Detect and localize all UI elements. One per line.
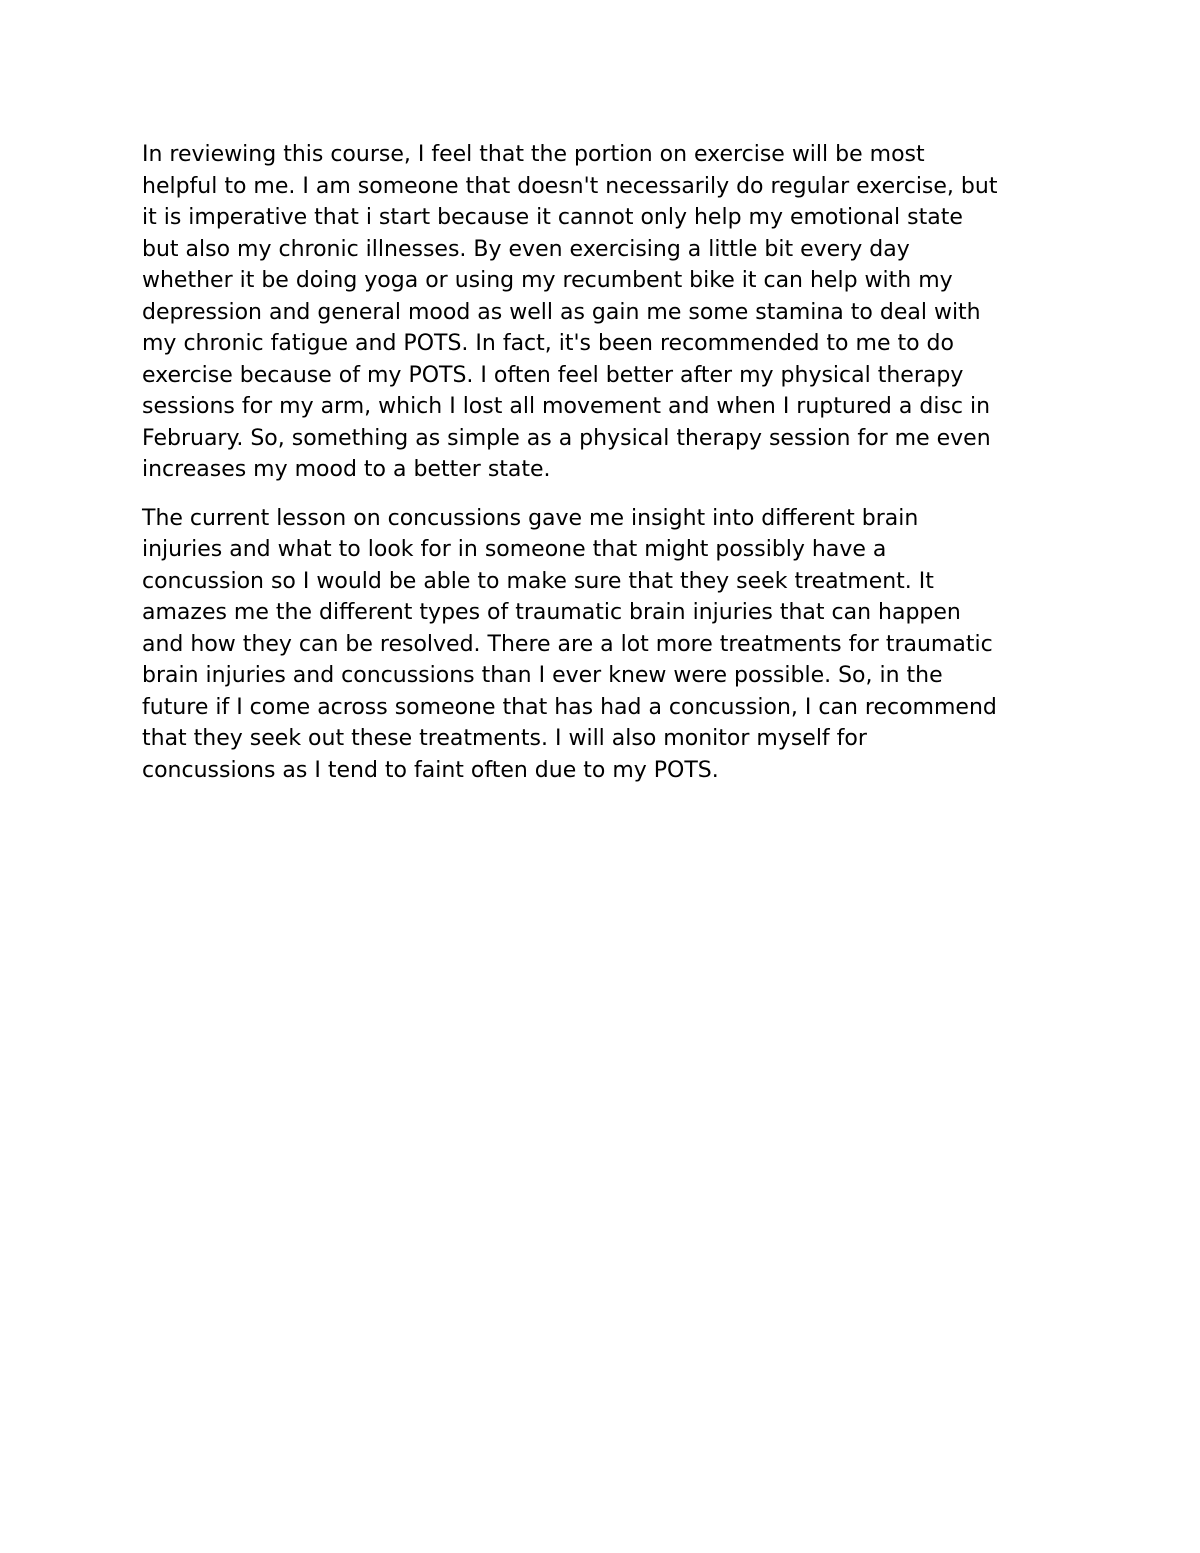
text-line: injuries and what to look for in someone that might possibly have a [142, 537, 887, 562]
text-line: sessions for my arm, which I lost all movement and when I ruptured a disc in [142, 394, 991, 419]
text-line: and how they can be resolved. There are a lot more treatments for traumatic [142, 631, 993, 657]
text-line: that they seek out these treatments. I will also monitor myself for [142, 726, 867, 751]
text-line: concussion so I would be able to make sure that they seek treatment. It [142, 568, 934, 594]
text-line: concussions as I tend to faint often due to my POTS. [142, 757, 719, 783]
text-line: but also my chronic illnesses. By even exercising a little bit every day [142, 236, 910, 262]
text-line: my chronic fatigue and POTS. In fact, it's been recommended to me to do [142, 331, 954, 356]
paragraph-concussions [142, 503, 1082, 787]
text-line: increases my mood to a better state. [142, 457, 551, 482]
document-body [142, 139, 1082, 803]
text-line: whether it be doing yoga or using my recumbent bike it can help with my [142, 268, 953, 293]
text-line: amazes me the different types of traumatic brain injuries that can happen [142, 600, 961, 625]
text-line: The current lesson on concussions gave me insight into different brain [142, 505, 919, 531]
paragraph-exercise [142, 139, 1082, 486]
text-line: exercise because of my POTS. I often feel better after my physical therapy [142, 362, 964, 388]
text-line: helpful to me. I am someone that doesn't necessarily do regular exercise, but [142, 173, 998, 199]
text-line: In reviewing this course, I feel that the portion on exercise will be most [142, 142, 925, 167]
text-line: future if I come across someone that has had a concussion, I can recommend [142, 694, 997, 720]
text-line: February. So, something as simple as a physical therapy session for me even [142, 425, 991, 451]
text-line: it is imperative that i start because it cannot only help my emotional state [142, 205, 963, 230]
text-line: depression and general mood as well as gain me some stamina to deal with [142, 299, 981, 325]
text-line: brain injuries and concussions than I ever knew were possible. So, in the [142, 663, 943, 688]
